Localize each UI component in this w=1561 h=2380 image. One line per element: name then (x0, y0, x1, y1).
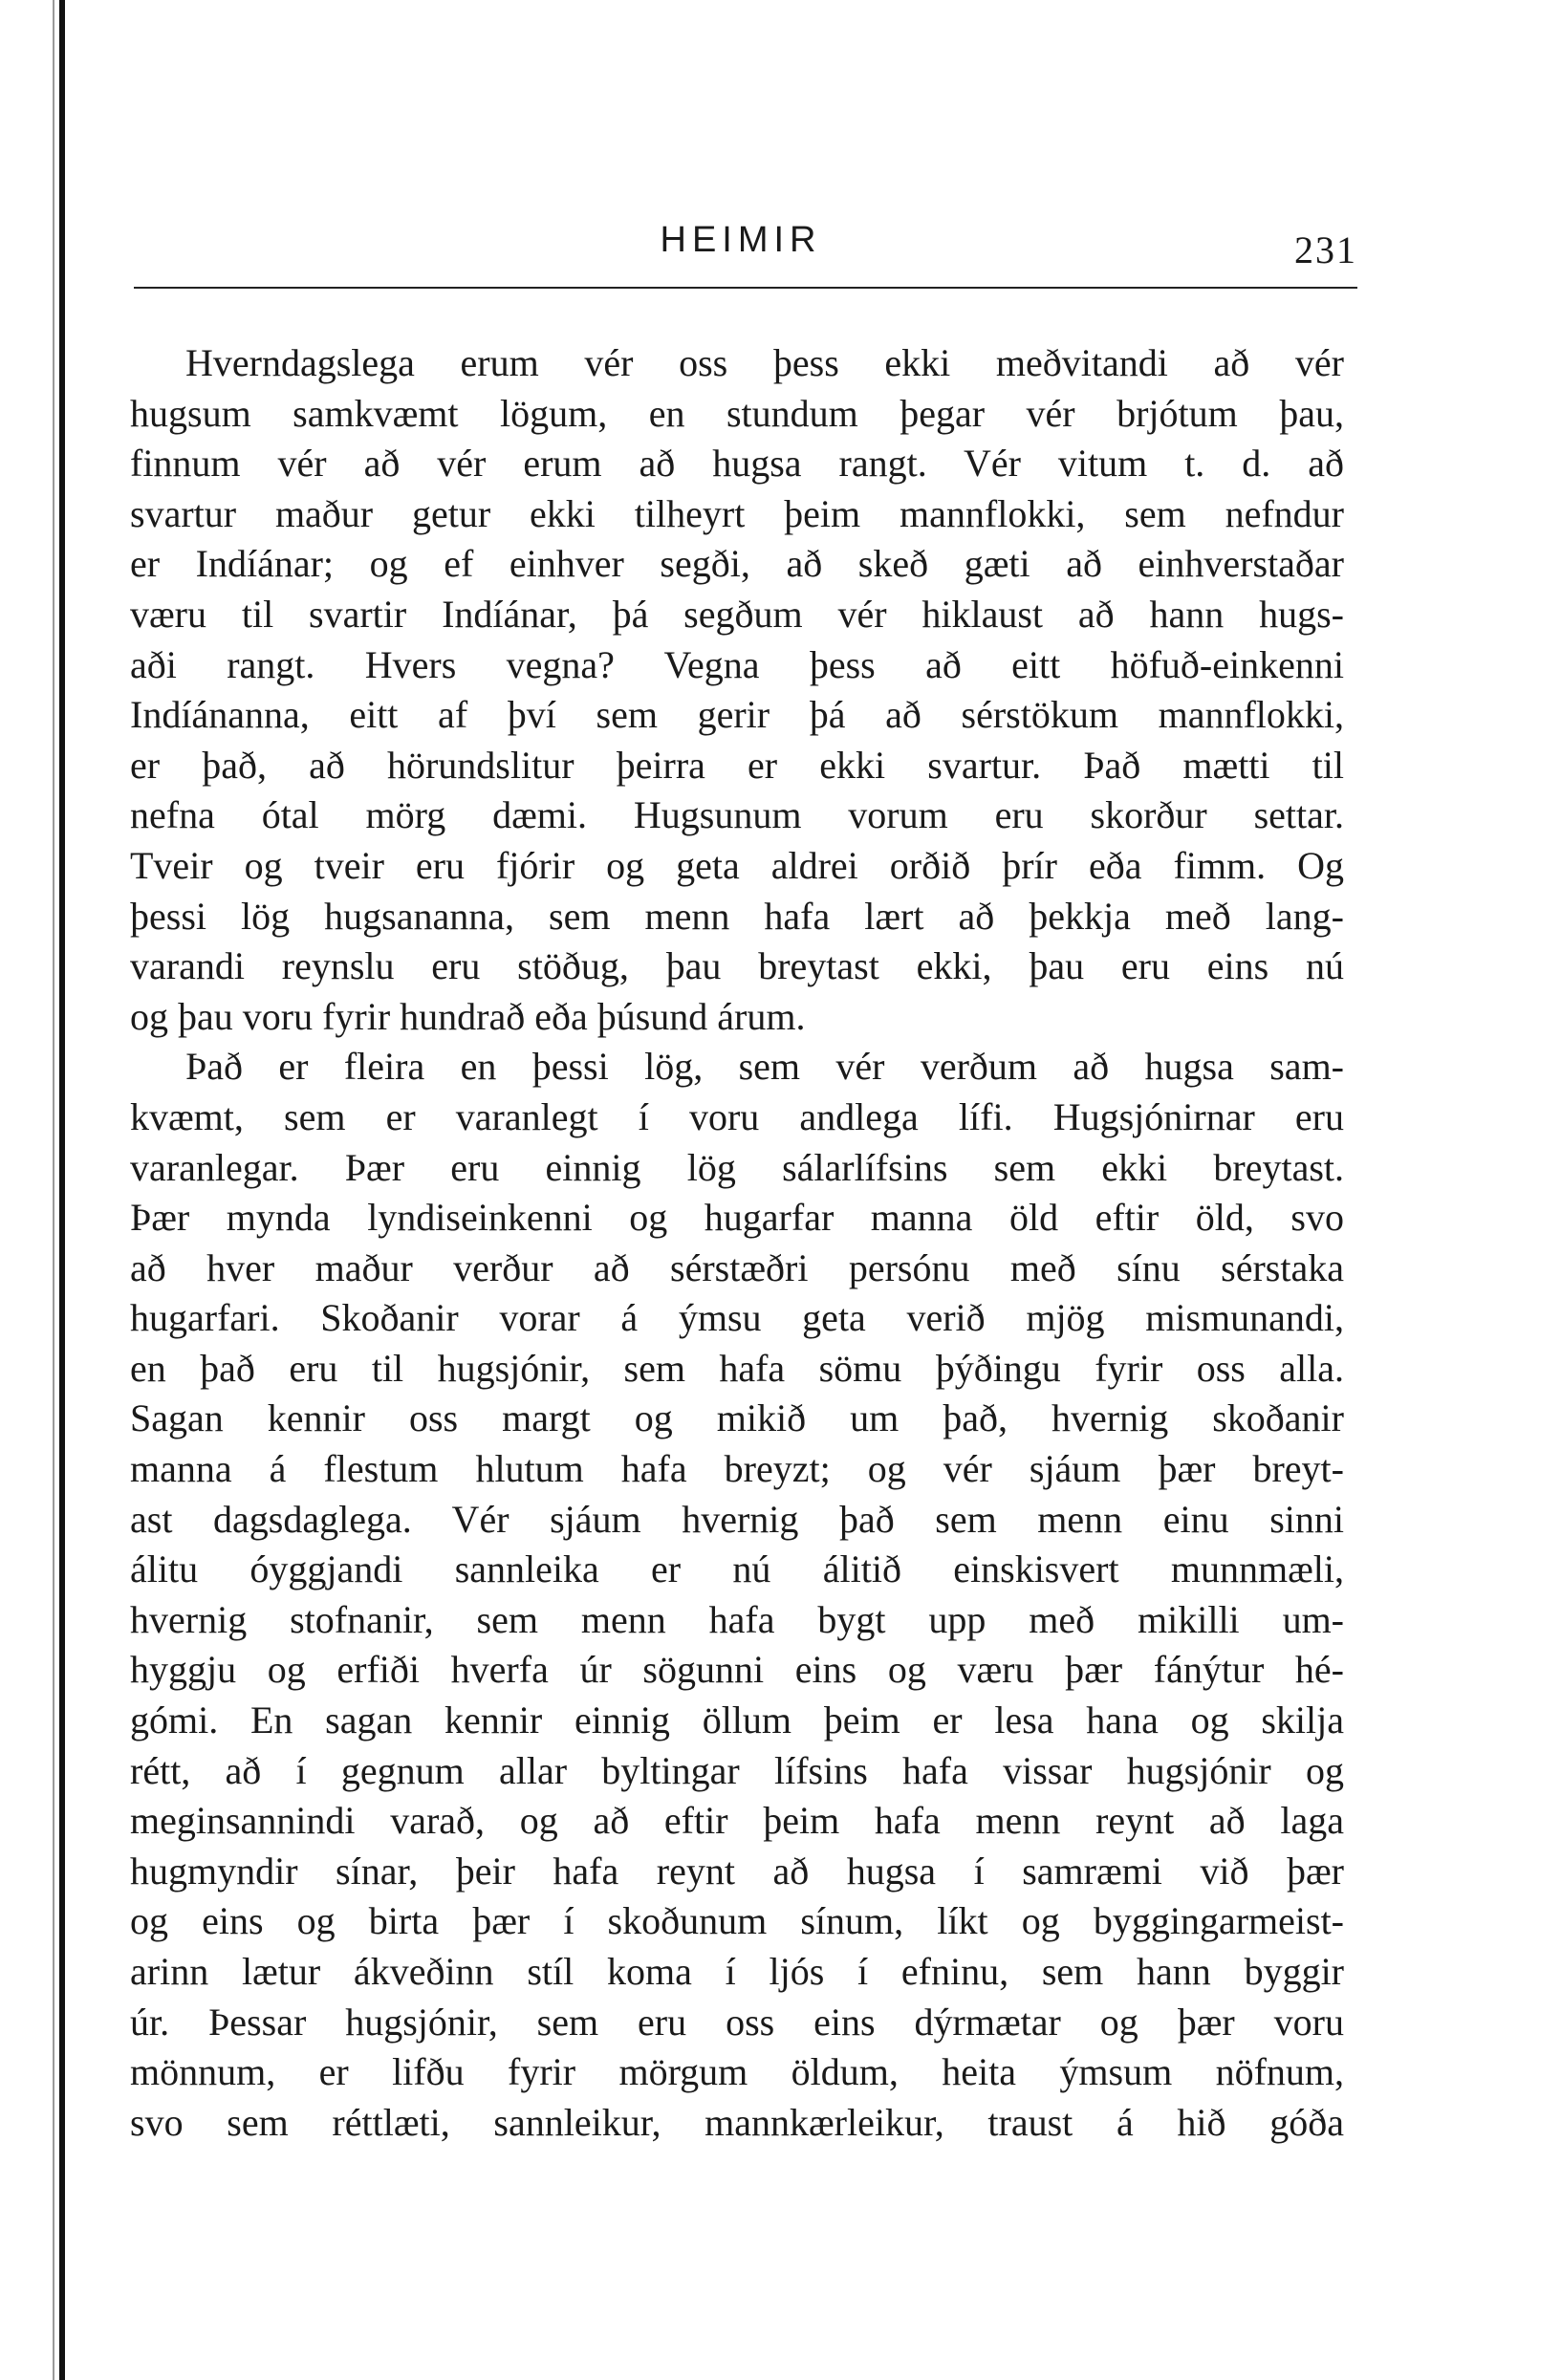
text-line: manna á flestum hlutum hafa breyzt; og vér sjáum þær breyt- (130, 1447, 1344, 1491)
running-title: HEIMIR (660, 220, 822, 260)
page-number: 231 (1294, 228, 1357, 271)
text-line: Hverndagslega erum vér oss þess ekki meðvitandi að vér (185, 341, 1344, 384)
body-text (130, 338, 1344, 2148)
text-line: Indíánanna, eitt af því sem gerir þá að sérstökum mannflokki, (130, 693, 1344, 737)
text-line: er Indíánar; og ef einhver segði, að skeð gæti að einhverstaðar (130, 542, 1344, 586)
text-line: væru til svartir Indíánar, þá segðum vér hiklaust að hann hugs- (130, 592, 1344, 636)
text-line: Þær mynda lyndiseinkenni og hugarfar manna öld eftir öld, svo (130, 1196, 1344, 1240)
text-line: Tveir og tveir eru fjórir og geta aldrei orðið þrír eða fimm. Og (130, 843, 1344, 887)
text-line: hugarfari. Skoðanir vorar á ýmsu geta verið mjög mismunandi, (130, 1296, 1344, 1340)
header-rule (134, 287, 1357, 289)
text-line: meginsannindi varað, og að eftir þeim hafa menn reynt að laga (130, 1799, 1344, 1843)
text-line: gómi. En sagan kennir einnig öllum þeim er lesa hana og skilja (130, 1698, 1344, 1742)
text-line: þessi lög hugsananna, sem menn hafa lært að þekkja með lang- (130, 894, 1344, 938)
binding-shadow (53, 0, 54, 2380)
text-line: varandi reynslu eru stöðug, þau breytast ekki, þau eru eins nú (130, 944, 1344, 988)
text-line: rétt, að í gegnum allar byltingar lífsins hafa vissar hugsjónir og (130, 1748, 1344, 1792)
text-line: úr. Þessar hugsjónir, sem eru oss eins dýrmætar og þær voru (130, 2000, 1344, 2044)
text-line: hugmyndir sínar, þeir hafa reynt að hugsa í samræmi við þær (130, 1849, 1344, 1893)
text-line: svo sem réttlæti, sannleikur, mannkærleikur, traust á hið góða (130, 2100, 1344, 2144)
text-line: að hver maður verður að sérstæðri persónu með sínu sérstaka (130, 1245, 1344, 1289)
text-line: varanlegar. Þær eru einnig lög sálarlífsins sem ekki breytast. (130, 1145, 1344, 1189)
text-line: ast dagsdaglega. Vér sjáum hvernig það sem menn einu sinni (130, 1497, 1344, 1541)
text-line: hugsum samkvæmt lögum, en stundum þegar vér brjótum þau, (130, 391, 1344, 435)
text-line: hvernig stofnanir, sem menn hafa bygt upp með mikilli um- (130, 1597, 1344, 1641)
text-line: og eins og birta þær í skoðunum sínum, líkt og byggingarmeist- (130, 1899, 1344, 1943)
text-line: hyggju og erfiði hverfa úr sögunni eins og væru þær fánýtur hé- (130, 1648, 1344, 1692)
text-line: arinn lætur ákveðinn stíl koma í ljós í efninu, sem hann byggir (130, 1950, 1344, 1993)
text-line: er það, að hörundslitur þeirra er ekki svartur. Það mætti til (130, 743, 1344, 787)
text-line: nefna ótal mörg dæmi. Hugsunum vorum eru skorður settar. (130, 793, 1344, 837)
text-line: en það eru til hugsjónir, sem hafa sömu þýðingu fyrir oss alla. (130, 1346, 1344, 1390)
text-line: álitu óyggjandi sannleika er nú álitið einskisvert munnmæli, (130, 1547, 1344, 1591)
text-line: finnum vér að vér erum að hugsa rangt. Vér vitum t. d. að (130, 442, 1344, 486)
text-line: mönnum, er lifðu fyrir mörgum öldum, heita ýmsum nöfnum, (130, 2050, 1344, 2094)
text-line: Það er fleira en þessi lög, sem vér verðum að hugsa sam- (185, 1045, 1344, 1089)
binding-edge (59, 0, 65, 2380)
text-line: aði rangt. Hvers vegna? Vegna þess að eitt höfuð-einkenni (130, 642, 1344, 686)
text-line: kvæmt, sem er varanlegt í voru andlega lífi. Hugsjónirnar eru (130, 1094, 1344, 1138)
text-line: svartur maður getur ekki tilheyrt þeim mannflokki, sem nefndur (130, 491, 1344, 535)
page-header (124, 220, 1357, 277)
text-line: og þau voru fyrir hundrað eða þúsund árum. (130, 994, 806, 1038)
text-line: Sagan kennir oss margt og mikið um það, hvernig skoðanir (130, 1396, 1344, 1440)
